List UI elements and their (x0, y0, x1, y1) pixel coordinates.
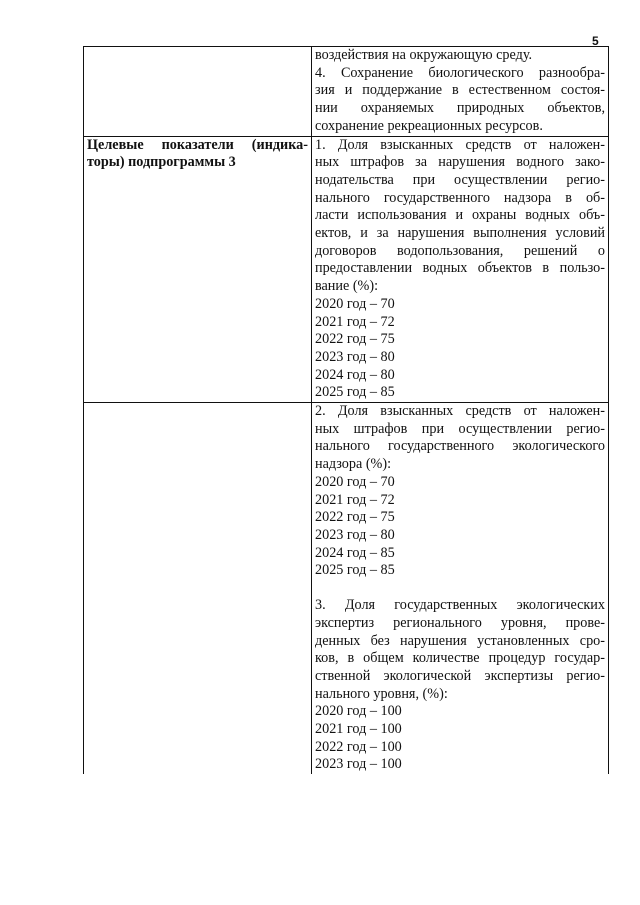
indicator-3-line: 3. Доля государственных экологических (315, 597, 605, 614)
indicator-3-year-value: 2022 год – 100 (315, 738, 402, 755)
page-number: 5 (592, 34, 599, 48)
indicator-3-line: ков, в общем количестве процедур государ- (315, 650, 605, 667)
indicator-1-line: предоставлении водных объектов в пользо- (315, 260, 605, 277)
indicator-1-year-value: 2023 год – 80 (315, 348, 395, 365)
indicator-2-year-value: 2020 год – 70 (315, 473, 395, 490)
indicator-1-year-value: 2022 год – 75 (315, 331, 395, 348)
indicator-1-line: нального государственного надзора в об- (315, 189, 605, 206)
indicator-2-year-value: 2023 год – 80 (315, 526, 395, 543)
indicator-1-line: договоров водопользования, решений о (315, 242, 605, 259)
indicator-1-year-value: 2021 год – 72 (315, 313, 395, 330)
row1-line: воздействия на окружающую среду. (315, 47, 533, 63)
indicator-3-line: нального уровня, (%): (315, 685, 448, 702)
indicator-2-line: нального государственного экологического (315, 438, 605, 455)
row1-line: 4. Сохранение биологического разнообра- (315, 64, 605, 81)
indicator-2-year-value: 2025 год – 85 (315, 562, 395, 579)
indicator-1-year-value: 2024 год – 80 (315, 366, 395, 383)
row1-line: нии охраняемых природных объектов, (315, 100, 605, 117)
indicator-3-year-value: 2021 год – 100 (315, 721, 402, 738)
indicator-2-line: надзора (%): (315, 456, 392, 473)
indicators-2-3-cell (312, 403, 609, 775)
indicator-2-year-value: 2022 год – 75 (315, 509, 395, 526)
indicator-1-line: ектов, и за нарушения выполнения условий (315, 225, 605, 242)
indicator-2-year-value: 2021 год – 72 (315, 491, 395, 508)
indicator-3-year-value: 2023 год – 100 (315, 756, 402, 773)
indicator-3-line: ственной экологической экспертизы регио- (315, 667, 605, 684)
indicator-1-line: ласти использования и охраны водных объ- (315, 207, 605, 224)
indicator-1-line: вание (%): (315, 278, 379, 295)
target-indicators-heading (84, 136, 312, 403)
subprogram-table (83, 46, 609, 774)
row1-left-cell (84, 47, 312, 137)
table-row-3 (84, 403, 609, 775)
indicator-2-line: ных штрафов при осуществлении регио- (315, 420, 605, 437)
heading-line: Целевые показатели (индика- (87, 136, 308, 153)
table-row-1 (84, 47, 609, 137)
indicator-1-line: ных штрафов за нарушения водного зако- (315, 154, 605, 171)
indicator-3-year-value: 2020 год – 100 (315, 703, 402, 720)
row1-line: сохранение рекреационных ресурсов. (315, 117, 543, 134)
indicator-1-year-value: 2025 год – 85 (315, 384, 395, 401)
table-row-2 (84, 136, 609, 403)
indicator-1-cell (312, 136, 609, 403)
indicator-1-line: 1. Доля взысканных средств от наложен- (315, 136, 605, 153)
row1-right-cell (312, 47, 609, 137)
indicator-2-year-value: 2024 год – 85 (315, 544, 395, 561)
indicator-3-line: денных без нарушения установленных сро- (315, 632, 605, 649)
indicator-1-year-value: 2020 год – 70 (315, 295, 395, 312)
row1-line: зия и поддержание в естественном состоя- (315, 82, 605, 99)
row3-left-cell (84, 403, 312, 775)
indicator-2-line: 2. Доля взысканных средств от наложен- (315, 403, 605, 420)
indicator-3-line: экспертиз регионального уровня, прове- (315, 614, 605, 631)
spacer (315, 580, 605, 597)
indicator-1-line: нодательства при осуществлении регио- (315, 171, 605, 188)
heading-line: торы) подпрограммы 3 (87, 154, 236, 171)
